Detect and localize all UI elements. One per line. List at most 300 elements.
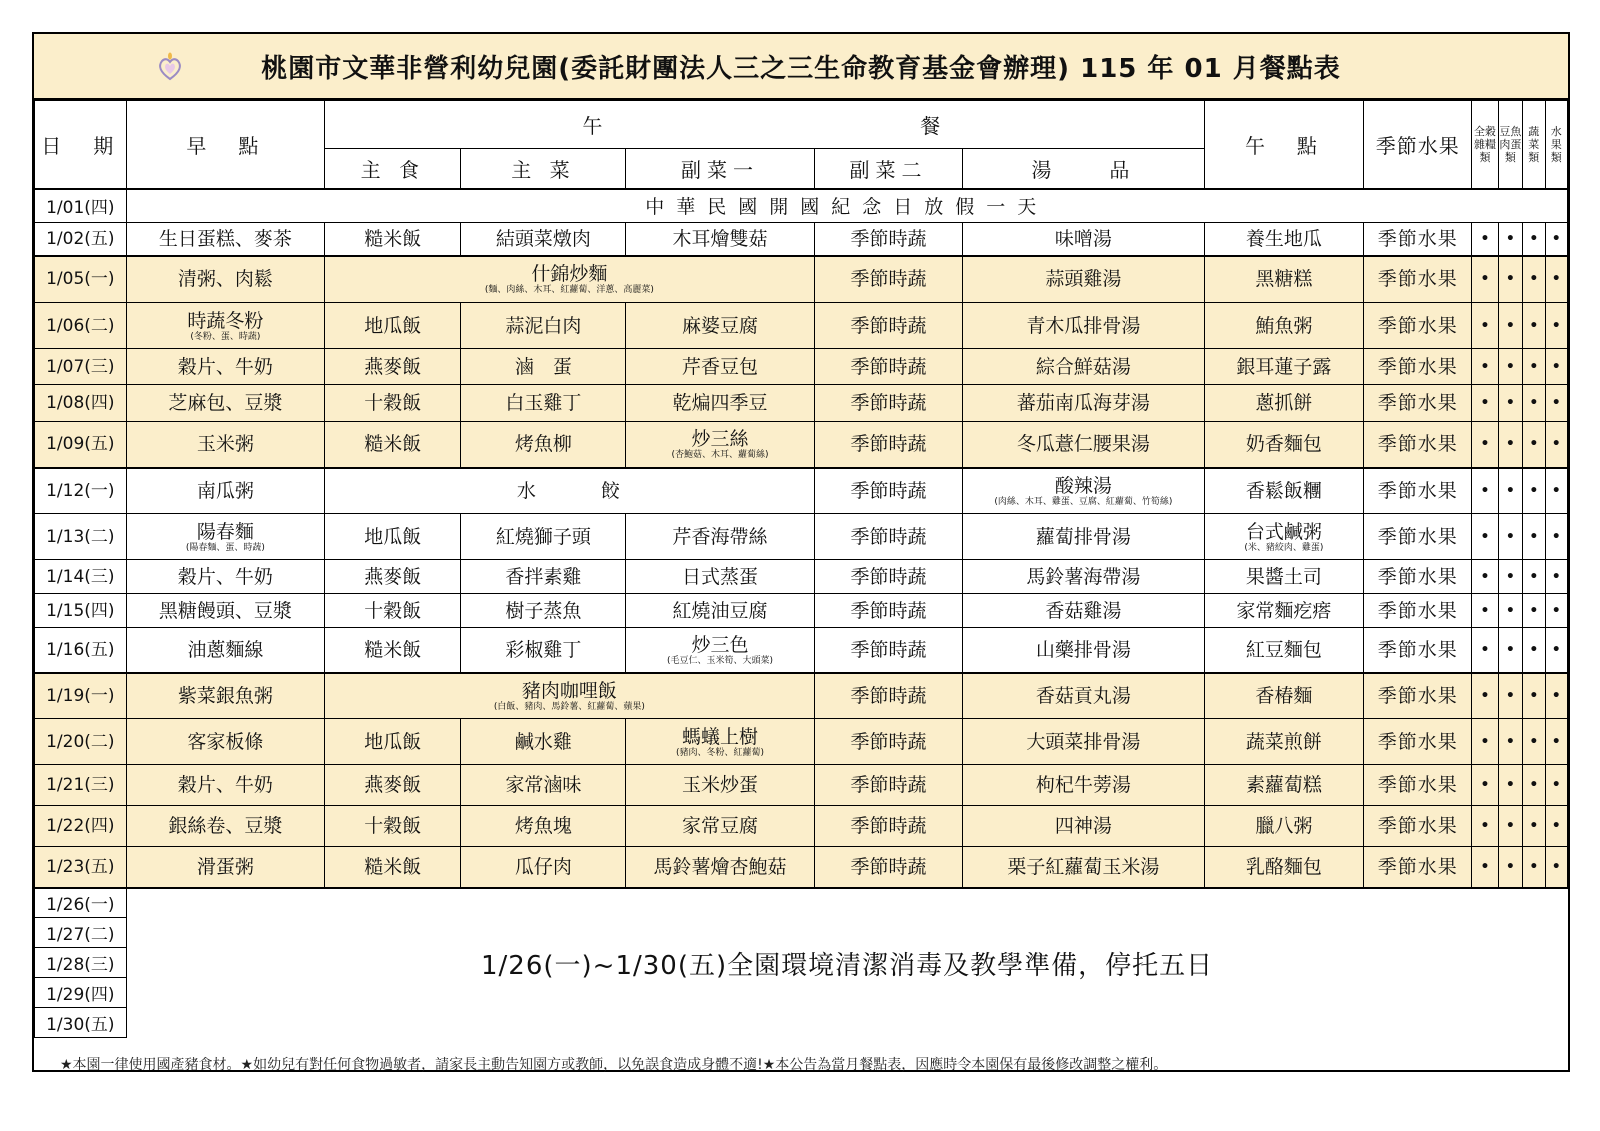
side2-cell [814,422,963,468]
cell-text: 季節時蔬 [850,479,927,502]
fruit-cell [1364,385,1472,422]
food-group-dot [1472,594,1498,628]
cell-text: 季節水果 [1377,638,1458,661]
cell-text: 果醬土司 [1245,565,1322,588]
cell-text: 1/09(五) [46,434,115,455]
cell-text: • [1505,818,1515,834]
cell-text: • [1505,687,1515,704]
cell-text: • [1551,687,1561,704]
cell-text: 季節水果 [1377,392,1458,414]
staple-cell [325,765,461,806]
side1-cell [626,594,814,628]
meal-row [35,385,1568,422]
food-group-dot [1523,847,1545,888]
cell-text: • [1480,358,1490,375]
cell-text: 紅豆麵包 [1245,638,1322,661]
food-group-dot [1545,422,1568,468]
cell-text: 季節時蔬 [850,525,927,548]
cell-text: 臘八粥 [1255,815,1313,837]
cell-text: 玉米粥 [196,433,254,456]
soup-cell [963,223,1204,256]
cell-text: • [1529,687,1539,704]
side1-cell [626,385,814,422]
cell-text: • [1529,317,1539,334]
soup-cell [963,560,1204,594]
cell-text: 銀絲卷、豆漿 [168,815,283,837]
cell-text: • [1551,858,1561,875]
cell-text: 季節水果 [1377,730,1458,753]
header-soup: 湯 品 [963,149,1204,189]
food-group-dot [1545,468,1568,514]
cell-text: • [1480,818,1490,834]
cell-text: 1/20(二) [46,731,115,752]
row-date [35,628,127,673]
breakfast-cell [126,256,324,303]
cell-text: 季節時蔬 [850,599,927,622]
cell-text: 季節水果 [1377,565,1458,588]
side2-cell [814,468,963,514]
cell-text: • [1480,858,1490,875]
cell-text: 樹子蒸魚 [505,599,582,622]
food-group-dot [1523,468,1545,514]
cell-text: 栗子紅蘿蔔玉米湯 [1007,855,1160,878]
food-group-dot [1523,303,1545,349]
holiday-date: 1/01(四) [35,189,127,223]
main-dish-cell [461,385,626,422]
cell-text: 季節水果 [1377,599,1458,622]
side1-cell [626,560,814,594]
food-group-dot [1498,594,1522,628]
cell-text: • [1551,568,1561,585]
soup-cell [963,719,1204,765]
cell-text: 季節時蔬 [850,638,927,661]
food-group-dot [1545,349,1568,385]
fruit-cell [1364,468,1472,514]
staple-cell [325,560,461,594]
cell-text: • [1480,568,1490,585]
food-group-dot [1545,223,1568,256]
fruit-cell [1364,514,1472,560]
snack-cell [1204,673,1364,719]
food-group-dot [1545,594,1568,628]
cell-text: 乾煸四季豆 [672,392,768,414]
snack-cell [1204,422,1364,468]
cell-text: 1/08(四) [46,393,115,413]
fruit-cell [1364,628,1472,673]
cell-text: 1/14(三) [46,566,115,587]
row-date [35,765,127,806]
header-side1: 副菜一 [626,149,814,189]
cell-text: 四神湯 [1054,815,1112,837]
cell-text: 什錦炒麵 [531,263,608,286]
cell-text: 芝麻包、豆漿 [168,392,283,414]
fruit-cell [1364,256,1472,303]
cell-text: • [1529,641,1539,658]
cell-text: 季節水果 [1377,525,1458,548]
cell-text: • [1529,395,1539,411]
cell-text: 地瓜飯 [364,314,422,337]
cell-text: 滷 蛋 [514,355,572,378]
cell-text: 豬肉咖哩飯 [521,679,617,702]
header-main-dish: 主 菜 [461,149,626,189]
meal-row [35,514,1568,560]
main-dish-cell [461,349,626,385]
cell-text: 油蔥麵線 [187,638,264,661]
food-group-dot [1523,806,1545,847]
school-logo-icon [156,52,184,82]
meal-row [35,628,1568,673]
cell-text: • [1529,230,1539,247]
breakfast-cell [126,628,324,673]
meal-row [35,673,1568,719]
side2-cell [814,303,963,349]
cell-text: 烤魚柳 [514,433,572,456]
food-group-dot [1523,673,1545,719]
combined-lunch-cell [325,673,815,719]
cell-text: 冬瓜薏仁腰果湯 [1016,433,1150,456]
meal-row [35,765,1568,806]
cell-text: 香菇雞湯 [1045,599,1122,622]
cell-text: • [1551,602,1561,619]
cell-text: 季節水果 [1377,268,1458,291]
cell-text: 清粥、肉鬆 [177,268,273,291]
fruit-cell [1364,847,1472,888]
food-group-dot [1523,628,1545,673]
breakfast-cell [126,303,324,349]
soup-cell [963,468,1204,514]
cell-text: 季節時蔬 [850,774,927,796]
breakfast-cell [126,349,324,385]
closure-row [35,888,1568,918]
cell-text: 日式蒸蛋 [682,565,759,588]
breakfast-cell [126,806,324,847]
side2-cell [814,514,963,560]
cell-note: (陽春麵、蛋、時蔬) [185,542,265,553]
main-dish-cell [461,719,626,765]
side1-cell [626,422,814,468]
cell-text: • [1505,858,1515,875]
food-group-dot [1472,468,1498,514]
cell-text: 瓜仔肉 [514,855,572,878]
row-date [35,560,127,594]
breakfast-cell [126,468,324,514]
staple-cell [325,349,461,385]
holiday-text: 中華民國開國紀念日放假一天 [126,189,1567,223]
food-group-dot [1472,806,1498,847]
snack-cell [1204,468,1364,514]
meal-row [35,349,1568,385]
combined-lunch-cell [325,468,815,514]
cell-text: 黑糖饅頭、豆漿 [158,599,292,622]
food-group-dot [1523,594,1545,628]
cell-text: 蔬菜煎餅 [1245,730,1322,753]
side1-cell [626,765,814,806]
breakfast-cell [126,719,324,765]
cell-text: 奶香麵包 [1245,433,1322,456]
cell-text: 玉米炒蛋 [682,774,759,796]
main-dish-cell [461,422,626,468]
cell-text: 季節時蔬 [850,433,927,456]
cell-text: • [1505,482,1515,499]
side2-cell [814,847,963,888]
cell-text: • [1480,641,1490,658]
cell-text: 季節時蔬 [850,227,927,250]
cell-text: • [1505,528,1515,545]
cell-text: • [1505,733,1515,750]
fruit-cell [1364,719,1472,765]
cell-text: • [1529,482,1539,499]
food-group-dot [1472,673,1498,719]
cell-text: 家常麵疙瘩 [1236,599,1332,622]
side2-cell [814,765,963,806]
snack-cell [1204,628,1364,673]
cell-text: 穀片、牛奶 [177,355,273,378]
fruit-cell [1364,806,1472,847]
cell-text: 季節時蔬 [850,392,927,414]
header-snack: 午 點 [1204,101,1364,189]
side1-cell [626,514,814,560]
holiday-row [35,189,1568,223]
cell-text: 時蔬冬粉 [187,309,264,332]
cell-text: 馬鈴薯海帶湯 [1026,565,1141,588]
staple-cell [325,628,461,673]
side2-cell [814,349,963,385]
main-dish-cell [461,223,626,256]
cell-text: 家常滷味 [505,774,582,796]
cell-text: • [1505,641,1515,658]
main-dish-cell [461,765,626,806]
soup-cell [963,594,1204,628]
fruit-cell [1364,560,1472,594]
staple-cell [325,514,461,560]
side1-cell [626,628,814,673]
food-group-dot [1498,303,1522,349]
cell-text: 季節水果 [1377,684,1458,707]
cell-text: 十穀飯 [364,599,422,622]
cell-text: 烤魚塊 [514,815,572,837]
cell-note: (豬肉、冬粉、紅蘿蔔) [676,747,765,758]
row-date [35,223,127,256]
cell-text: • [1505,271,1515,288]
food-group-dot [1545,673,1568,719]
row-date [35,256,127,303]
fruit-cell [1364,765,1472,806]
breakfast-cell [126,422,324,468]
cell-text: • [1480,733,1490,750]
cell-text: 燕麥飯 [364,565,422,588]
cell-text: 枸杞牛蒡湯 [1035,774,1131,796]
food-group-dot [1498,256,1522,303]
main-dish-cell [461,847,626,888]
cell-text: 燕麥飯 [364,355,422,378]
side2-cell [814,385,963,422]
cell-text: 季節水果 [1377,433,1458,456]
food-group-dot [1523,765,1545,806]
food-group-dot [1472,349,1498,385]
header-veg: 蔬菜類 [1523,101,1545,189]
meal-row [35,806,1568,847]
cell-text: 彩椒雞丁 [505,638,582,661]
row-date [35,594,127,628]
food-group-dot [1472,514,1498,560]
cell-text: 酸辣湯 [1054,474,1112,497]
cell-text: • [1529,818,1539,834]
cell-text: 蒜頭雞湯 [1045,268,1122,291]
closure-date: 1/27(二) [35,918,127,948]
cell-text: • [1505,777,1515,793]
cell-text: 綜合鮮菇湯 [1035,355,1131,378]
cell-text: • [1480,395,1490,411]
cell-text: 季節水果 [1377,227,1458,250]
side2-cell [814,719,963,765]
food-group-dot [1498,765,1522,806]
cell-text: 紫菜銀魚粥 [177,684,273,707]
food-group-dot [1523,719,1545,765]
cell-text: 1/19(一) [46,685,115,706]
cell-text: • [1529,777,1539,793]
breakfast-cell [126,673,324,719]
cell-text: 1/15(四) [46,600,115,621]
cell-text: 客家板條 [187,730,264,753]
cell-text: 南瓜粥 [196,479,254,502]
food-group-dot [1498,847,1522,888]
food-group-dot [1498,628,1522,673]
cell-text: • [1551,230,1561,247]
breakfast-cell [126,594,324,628]
cell-text: 季節時蔬 [850,855,927,878]
meal-table [34,100,1568,1038]
cell-text: 1/05(一) [46,269,115,290]
meal-row [35,468,1568,514]
cell-text: 生日蛋糕、麥茶 [158,227,292,250]
cell-text: 乳酪麵包 [1245,855,1322,878]
cell-text: 季節水果 [1377,774,1458,796]
cell-text: • [1551,777,1561,793]
cell-text: 糙米飯 [364,227,422,250]
cell-text: 地瓜飯 [364,525,422,548]
soup-cell [963,349,1204,385]
cell-text: 季節時蔬 [850,815,927,837]
food-group-dot [1472,385,1498,422]
cell-text: 香椿麵 [1255,684,1313,707]
cell-text: • [1480,528,1490,545]
cell-text: 蘿蔔排骨湯 [1035,525,1131,548]
cell-text: • [1551,482,1561,499]
food-group-dot [1498,806,1522,847]
cell-text: 炒三色 [691,633,749,656]
cell-text: • [1529,358,1539,375]
food-group-dot [1545,560,1568,594]
cell-note: (米、豬絞肉、雞蛋) [1244,542,1324,553]
cell-text: • [1529,602,1539,619]
staple-cell [325,847,461,888]
footer-note: ★本園一律使用國產豬食材。★如幼兒有對任何食物過敏者，請家長主動告知園方或教師，以免誤食造成身體不適!★本公告為當月餐點表，因應時令本園保有最後修改調整之權利。 [60,1057,1168,1073]
meal-row [35,422,1568,468]
cell-text: 蔥抓餅 [1255,392,1313,414]
snack-cell [1204,806,1364,847]
food-group-dot [1545,806,1568,847]
side1-cell [626,719,814,765]
cell-text: 蕃茄南瓜海芽湯 [1016,392,1150,414]
soup-cell [963,303,1204,349]
meal-row [35,256,1568,303]
side1-cell [626,806,814,847]
cell-text: 1/16(五) [46,639,115,660]
cell-text: • [1505,395,1515,411]
meal-row [35,719,1568,765]
cell-text: 鮪魚粥 [1255,314,1313,337]
side2-cell [814,223,963,256]
main-dish-cell [461,303,626,349]
food-group-dot [1498,223,1522,256]
cell-note: (杏鮑菇、木耳、蘿蔔絲) [671,450,769,461]
cell-text: 1/07(三) [46,356,115,377]
header-lunch: 午 餐 [325,101,1204,149]
food-group-dot [1523,422,1545,468]
cell-note: (白飯、豬肉、馬鈴薯、紅蘿蔔、蘋果) [493,701,645,712]
food-group-dot [1498,422,1522,468]
staple-cell [325,594,461,628]
main-dish-cell [461,560,626,594]
breakfast-cell [126,847,324,888]
cell-text: • [1529,568,1539,585]
fruit-cell [1364,303,1472,349]
staple-cell [325,806,461,847]
fruit-cell [1364,594,1472,628]
header-protein: 豆魚肉蛋類 [1498,101,1522,189]
cell-text: 季節時蔬 [850,565,927,588]
cell-text: 1/22(四) [46,816,115,836]
snack-cell [1204,594,1364,628]
cell-text: • [1480,317,1490,334]
cell-text: 穀片、牛奶 [177,774,273,796]
cell-text: 蒜泥白肉 [505,314,582,337]
header-staple: 主 食 [325,149,461,189]
food-group-dot [1545,514,1568,560]
snack-cell [1204,385,1364,422]
staple-cell [325,385,461,422]
row-date [35,303,127,349]
soup-cell [963,385,1204,422]
cell-text: 季節水果 [1377,479,1458,502]
closure-date: 1/30(五) [35,1008,127,1038]
snack-cell [1204,560,1364,594]
cell-text: • [1529,271,1539,288]
soup-cell [963,847,1204,888]
cell-text: • [1505,358,1515,375]
cell-note: (毛豆仁、玉米筍、大頭菜) [667,655,774,666]
cell-text: • [1505,230,1515,247]
cell-text: • [1505,602,1515,619]
header-side2: 副菜二 [814,149,963,189]
header-date: 日 期 [35,101,127,189]
cell-text: 家常豆腐 [682,815,759,837]
row-date [35,349,127,385]
cell-text: • [1551,528,1561,545]
combined-lunch-cell [325,256,815,303]
cell-text: 糙米飯 [364,433,422,456]
cell-text: 1/12(一) [46,480,115,501]
cell-text: 1/13(二) [46,526,115,547]
cell-text: 十穀飯 [364,392,422,414]
cell-text: • [1480,230,1490,247]
cell-text: 季節時蔬 [850,730,927,753]
cell-text: 地瓜飯 [364,730,422,753]
side2-cell [814,594,963,628]
meal-table-body [35,189,1568,1038]
side1-cell [626,847,814,888]
snack-cell [1204,349,1364,385]
